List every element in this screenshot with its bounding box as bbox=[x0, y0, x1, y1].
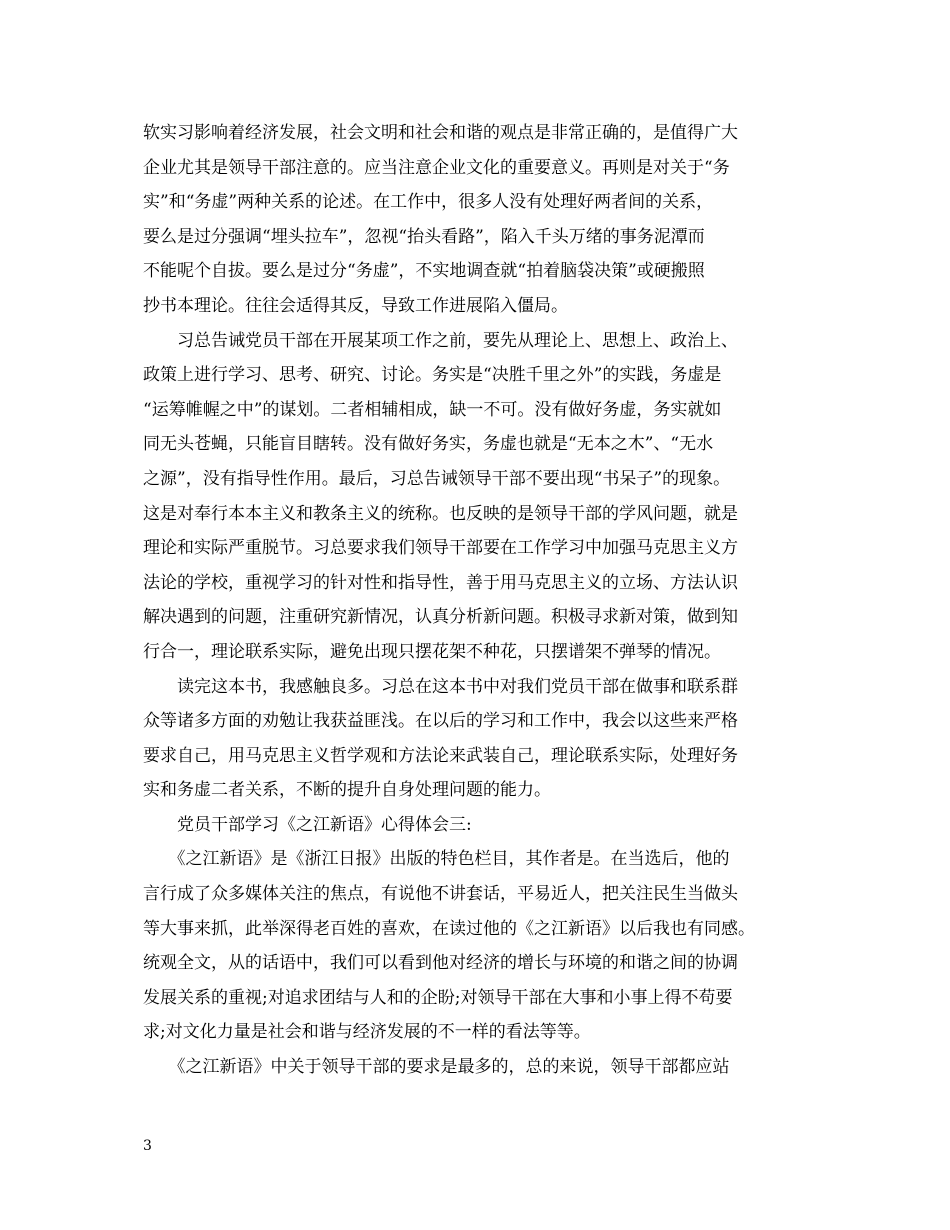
page-number: 3 bbox=[143, 1138, 152, 1154]
paragraph-5: 《之江新语》是《浙江日报》出版的特色栏目，其作者是。在当选后，他的 言行成了众多媒体关注的焦点，有说他不讲套话，平易近人，把关注民生当做头 等大事来抓，此举深得老百姓的喜欢，在读过他的《之江新语》以后我也有同感。 统观全文，从的话语中，我们可以看到他对经济的增长与环境的和谐之间的协调 发展关系的重视;对追求团结与人和的企盼;对领导干部在大事和小事上得不苟要 求;对文化力量是社会和谐与经济发展的不一样的看法等等。 bbox=[143, 849, 755, 1043]
paragraph-4: 党员干部学习《之江新语》心得体会三: bbox=[143, 814, 472, 835]
document-body bbox=[143, 116, 823, 1085]
paragraph-6: 《之江新语》中关于领导干部的要求是最多的，总的来说，领导干部都应站 bbox=[143, 1057, 730, 1078]
paragraph-1: 软实习影响着经济发展，社会文明和社会和谐的观点是非常正确的，是值得广大 企业尤其是领导干部注意的。应当注意企业文化的重要意义。再则是对关于“务 实”和“务虚”两种关系的论述。在工作中，很多人没有处理好两者间的关系， 要么是过分强调“埋头拉车”，忽视“抬头看路”，陷入千头万绪的事务泥潭而 不能呢个自拔。要么是过分“务虚”，不实地调查就“拍着脑袋决策”或硬搬照 抄书本理论。往往会适得其反，导致工作进展陷入僵局。 bbox=[143, 123, 738, 316]
paragraph-2: 习总告诫党员干部在开展某项工作之前，要先从理论上、思想上、政治上、 政策上进行学习、思考、研究、讨论。务实是“决胜千里之外”的实践，务虚是 “运筹帷幄之中”的谋划。二者相辅相成，缺一不可。没有做好务虚，务实就如 同无头苍蝇，只能盲目瞎转。没有做好务实，务虚也就是“无本之木”、“无水 之源”，没有指导性作用。最后，习总告诫领导干部不要出现“书呆子”的现象。 这是对奉行本本主义和教条主义的统称。也反映的是领导干部的学风问题，就是 理论和实际严重脱节。习总要求我们领导干部要在工作学习中加强马克思主义方 法论的学校，重视学习的针对性和指导性，善于用马克思主义的立场、方法认识 解决遇到的问题，注重研究新情况，认真分析新问题。积极寻求新对策，做到知 行合一，理论联系实际，避免出现只摆花架不种花，只摆谱架不弹琴的情况。 bbox=[143, 330, 738, 662]
paragraph-3: 读完这本书，我感触良多。习总在这本书中对我们党员干部在做事和联系群 众等诸多方面的劝勉让我获益匪浅。在以后的学习和工作中，我会以这些来严格 要求自己，用马克思主义哲学观和方法论来武装自己，理论联系实际，处理好务 实和务虚二者关系，不断的提升自身处理问题的能力。 bbox=[143, 676, 738, 801]
